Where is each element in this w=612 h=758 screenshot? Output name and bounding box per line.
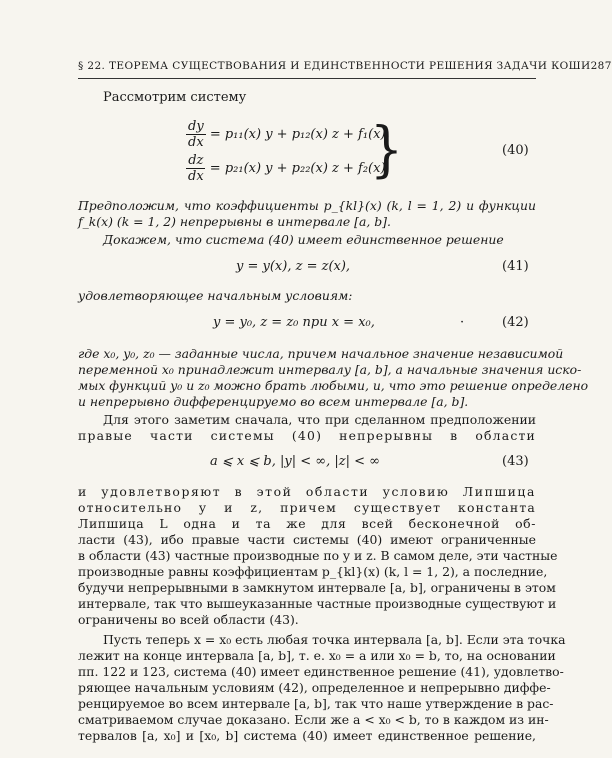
eq2-numerator: dz bbox=[188, 153, 204, 168]
lipschitz-line-4: ласти (43), ибо правые части системы (40) имеют ограниченные bbox=[78, 532, 536, 547]
system-right-brace: } bbox=[370, 115, 404, 185]
system-eq1 bbox=[186, 119, 390, 150]
where-line-1: где x₀, y₀, z₀ — заданные числа, причем начальное значение независимой bbox=[78, 346, 564, 361]
where-line-4: и непрерывно дифференцируемо во всем интервале [a, b]. bbox=[78, 394, 469, 409]
running-title: § 22. ТЕОРЕМА СУЩЕСТВОВАНИЯ И ЕДИНСТВЕННОСТИ РЕШЕНИЯ ЗАДАЧИ КОШИ bbox=[78, 60, 591, 72]
note-line-1: Для этого заметим сначала, что при сделанном предположении bbox=[103, 412, 536, 427]
lipschitz-line-2: относительно y и z, причем существует константа bbox=[78, 500, 536, 515]
lipschitz-line-3: Липшица L одна и та же для всей бесконечной об- bbox=[78, 516, 536, 531]
eq2-fraction bbox=[186, 153, 206, 184]
final-line-7: тервалов [a, x₀] и [x₀, b] система (40) имеет единственное решение, bbox=[78, 728, 536, 743]
eq2-denominator: dx bbox=[188, 169, 204, 184]
eq43-body: a ⩽ x ⩽ b, |y| < ∞, |z| < ∞ bbox=[210, 454, 380, 469]
where-line-2: переменной x₀ принадлежит интервалу [a, b], а начальные значения иско- bbox=[78, 362, 582, 377]
lipschitz-line-8: интервале, так что вышеуказанные частные производные существуют и bbox=[78, 596, 557, 611]
eq42-label: (42) bbox=[502, 315, 529, 330]
eq1-denominator: dx bbox=[188, 135, 204, 150]
eq43-label: (43) bbox=[502, 454, 529, 469]
lipschitz-line-7: будучи непрерывными в замкнутом интервале [a, b], ограничены в этом bbox=[78, 580, 556, 595]
eq1-fraction bbox=[186, 119, 206, 150]
note-line-2: правые части системы (40) непрерывны в области bbox=[78, 428, 536, 443]
eq41-body: y = y(x), z = z(x), bbox=[236, 259, 351, 274]
lipschitz-line-9: ограничены во всей области (43). bbox=[78, 612, 299, 627]
satisfy-line: удовлетворяющее начальным условиям: bbox=[78, 288, 353, 303]
page-number: 287 bbox=[590, 60, 612, 72]
running-header bbox=[78, 60, 612, 72]
assume-line-2: f_k(x) (k = 1, 2) непрерывны в интервале [a, b]. bbox=[78, 214, 391, 229]
final-line-1: Пусть теперь x = x₀ есть любая точка интервала [a, b]. Если эта точка bbox=[103, 632, 566, 647]
lipschitz-line-5: в области (43) частные производные по y и z. В самом деле, эти частные bbox=[78, 548, 558, 563]
final-line-6: сматриваемом случае доказано. Если же a < x₀ < b, то в каждом из ин- bbox=[78, 712, 549, 727]
final-line-2: лежит на конце интервала [a, b], т. е. x₀ = a или x₀ = b, то, на основании bbox=[78, 648, 556, 663]
eq1-numerator: dy bbox=[188, 119, 204, 134]
eq2-rhs: = p₂₁(x) y + p₂₂(x) z + f₂(x). bbox=[209, 161, 390, 176]
prove-line: Докажем, что система (40) имеет единственное решение bbox=[103, 232, 504, 247]
eq42-dot: · bbox=[460, 315, 465, 330]
final-line-5: ренцируемое во всем интервале [a, b], так что наше утверждение в рас- bbox=[78, 696, 554, 711]
eq42-body: y = y₀, z = z₀ при x = x₀, bbox=[213, 315, 375, 330]
system-label: (40) bbox=[502, 143, 529, 158]
eq1-rhs: = p₁₁(x) y + p₁₂(x) z + f₁(x), bbox=[209, 127, 390, 142]
system-eq2 bbox=[186, 153, 390, 184]
final-line-3: пп. 122 и 123, система (40) имеет единственное решение (41), удовлетво- bbox=[78, 664, 564, 679]
lipschitz-line-6: производные равны коэффициентам p_{kl}(x) (k, l = 1, 2), а последние, bbox=[78, 564, 548, 579]
final-line-4: ряющее начальным условиям (42), определенное и непрерывно диффе- bbox=[78, 680, 551, 695]
assume-line-1: Предположим, что коэффициенты p_{kl}(x) (k, l = 1, 2) и функции bbox=[78, 198, 536, 213]
intro-text: Рассмотрим систему bbox=[103, 90, 247, 105]
where-line-3: мых функций y₀ и z₀ можно брать любыми, и, что это решение определено bbox=[78, 378, 589, 393]
eq41-label: (41) bbox=[502, 259, 529, 274]
header-rule bbox=[78, 78, 536, 79]
lipschitz-line-1: и удовлетворяют в этой области условию Липшица bbox=[78, 484, 536, 499]
